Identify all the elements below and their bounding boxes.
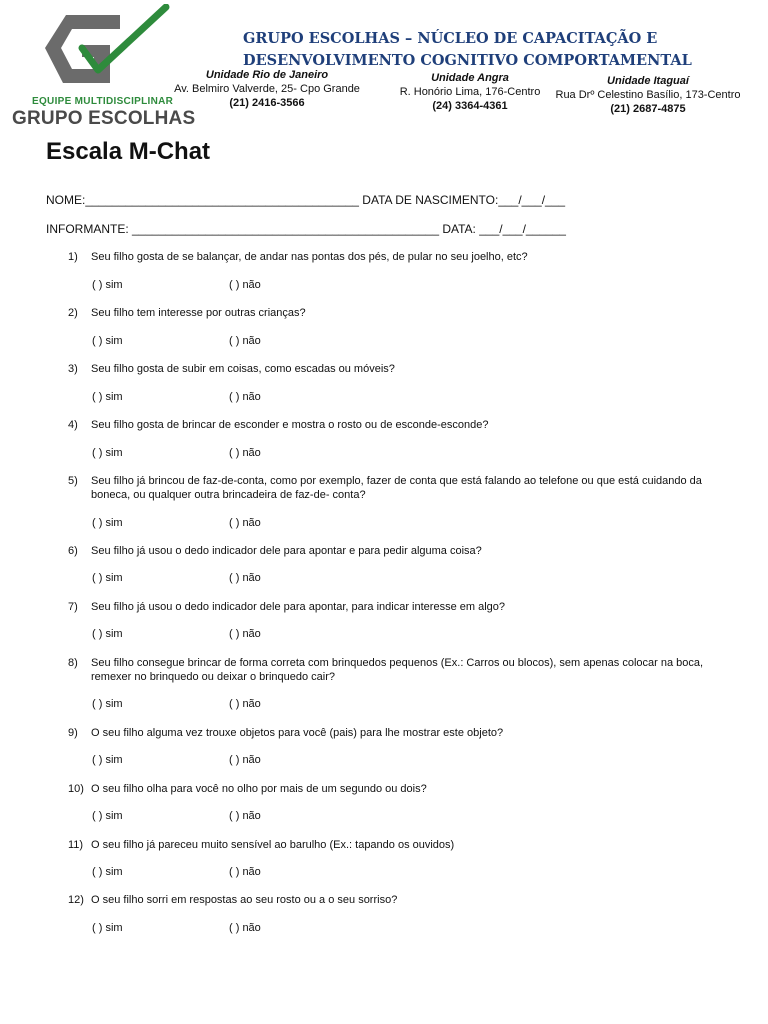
q7-yes-option[interactable]: ( ) sim (92, 628, 123, 640)
q9-yes-option[interactable]: ( ) sim (92, 754, 123, 766)
question-3 (68, 362, 728, 376)
question-9 (68, 726, 728, 740)
question-11 (68, 838, 728, 852)
page-title: Escala M-Chat (46, 138, 211, 165)
q3-yes-option[interactable]: ( ) sim (92, 391, 123, 403)
unit-phone: (21) 2687-4875 (610, 103, 686, 115)
question-text: O seu filho alguma vez trouxe objetos para você (pais) para lhe mostrar este objeto? (91, 727, 504, 739)
logo-brand-text: GRUPO ESCOLHAS (12, 108, 196, 129)
question-number: 4) (68, 419, 78, 431)
logo-team-text: EQUIPE MULTIDISCIPLINAR (32, 96, 174, 107)
question-number: 2) (68, 307, 78, 319)
question-7 (68, 600, 728, 614)
question-number: 3) (68, 363, 78, 375)
question-number: 6) (68, 545, 78, 557)
question-number: 12) (68, 894, 84, 906)
question-text: Seu filho já brincou de faz-de-conta, como por exemplo, fazer de conta que está falando ao telefone ou que está cuidando da boneca, ou qualquer outra brincadeira de faz-de- conta? (91, 475, 702, 501)
question-number: 9) (68, 727, 78, 739)
unit-angra (394, 71, 546, 113)
question-1 (68, 250, 728, 264)
logo-mark-icon (8, 4, 180, 96)
unit-phone: (24) 3364-4361 (432, 100, 508, 112)
q6-no-option[interactable]: ( ) não (229, 572, 261, 584)
q2-yes-option[interactable]: ( ) sim (92, 335, 123, 347)
question-number: 1) (68, 251, 78, 263)
q11-no-option[interactable]: ( ) não (229, 866, 261, 878)
informant-field-line[interactable]: INFORMANTE: ______________________________________________ DATA: ___/___/______ (46, 222, 566, 236)
q8-yes-option[interactable]: ( ) sim (92, 698, 123, 710)
question-text: Seu filho gosta de se balançar, de andar nas pontas dos pés, de pular no seu joelho, etc? (91, 251, 528, 263)
q1-yes-option[interactable]: ( ) sim (92, 279, 123, 291)
unit-name: Unidade Angra (431, 72, 509, 84)
unit-itaguai (548, 74, 748, 116)
q12-no-option[interactable]: ( ) não (229, 922, 261, 934)
question-2 (68, 306, 728, 320)
q1-no-option[interactable]: ( ) não (229, 279, 261, 291)
unit-address: Av. Belmiro Valverde, 25- Cpo Grande (174, 83, 360, 95)
unit-rio-de-janeiro (164, 68, 370, 110)
group-logo (8, 4, 196, 129)
organization-name (243, 28, 692, 72)
question-10 (68, 782, 728, 796)
q7-no-option[interactable]: ( ) não (229, 628, 261, 640)
q4-yes-option[interactable]: ( ) sim (92, 447, 123, 459)
q5-yes-option[interactable]: ( ) sim (92, 517, 123, 529)
unit-phone: (21) 2416-3566 (229, 97, 305, 109)
question-number: 8) (68, 657, 78, 669)
question-text: O seu filho já pareceu muito sensível ao barulho (Ex.: tapando os ouvidos) (91, 839, 455, 851)
q8-no-option[interactable]: ( ) não (229, 698, 261, 710)
q6-yes-option[interactable]: ( ) sim (92, 572, 123, 584)
q9-no-option[interactable]: ( ) não (229, 754, 261, 766)
question-6 (68, 544, 728, 558)
question-5 (68, 474, 728, 502)
question-number: 11) (68, 839, 84, 851)
question-text: Seu filho consegue brincar de forma correta com brinquedos pequenos (Ex.: Carros ou blocos), sem apenas colocar na boca, remexer no brinquedo ou deixar o brinquedo cair? (91, 657, 704, 683)
question-12 (68, 893, 728, 907)
q3-no-option[interactable]: ( ) não (229, 391, 261, 403)
q10-no-option[interactable]: ( ) não (229, 810, 261, 822)
name-field-line[interactable]: NOME:_________________________________________ DATA DE NASCIMENTO:___/___/___ (46, 193, 566, 207)
org-line-2: DESENVOLVIMENTO COGNITIVO COMPORTAMENTAL (243, 52, 692, 69)
question-4 (68, 418, 728, 432)
question-text: Seu filho gosta de subir em coisas, como escadas ou móveis? (91, 363, 395, 375)
question-number: 5) (68, 475, 78, 487)
q5-no-option[interactable]: ( ) não (229, 517, 261, 529)
unit-address: Rua Drº Celestino Basílio, 173-Centro (555, 89, 741, 101)
q12-yes-option[interactable]: ( ) sim (92, 922, 123, 934)
unit-address: R. Honório Lima, 176-Centro (399, 86, 541, 98)
question-text: Seu filho já usou o dedo indicador dele para apontar, para indicar interesse em algo? (91, 601, 505, 613)
question-text: O seu filho sorri em respostas ao seu rosto ou a o seu sorriso? (91, 894, 398, 906)
question-text: Seu filho gosta de brincar de esconder e mostra o rosto ou de esconde-esconde? (91, 419, 489, 431)
question-8 (68, 656, 728, 684)
question-text: O seu filho olha para você no olho por mais de um segundo ou dois? (91, 783, 427, 795)
question-text: Seu filho tem interesse por outras crianças? (91, 307, 306, 319)
question-number: 10) (68, 783, 84, 795)
unit-name: Unidade Rio de Janeiro (205, 69, 329, 81)
unit-name: Unidade Itaguaí (607, 75, 689, 87)
org-line-1: GRUPO ESCOLHAS – NÚCLEO DE CAPACITAÇÃO E (243, 30, 658, 47)
question-number: 7) (68, 601, 78, 613)
q11-yes-option[interactable]: ( ) sim (92, 866, 123, 878)
q2-no-option[interactable]: ( ) não (229, 335, 261, 347)
question-text: Seu filho já usou o dedo indicador dele para apontar e para pedir alguma coisa? (91, 545, 482, 557)
q4-no-option[interactable]: ( ) não (229, 447, 261, 459)
q10-yes-option[interactable]: ( ) sim (92, 810, 123, 822)
